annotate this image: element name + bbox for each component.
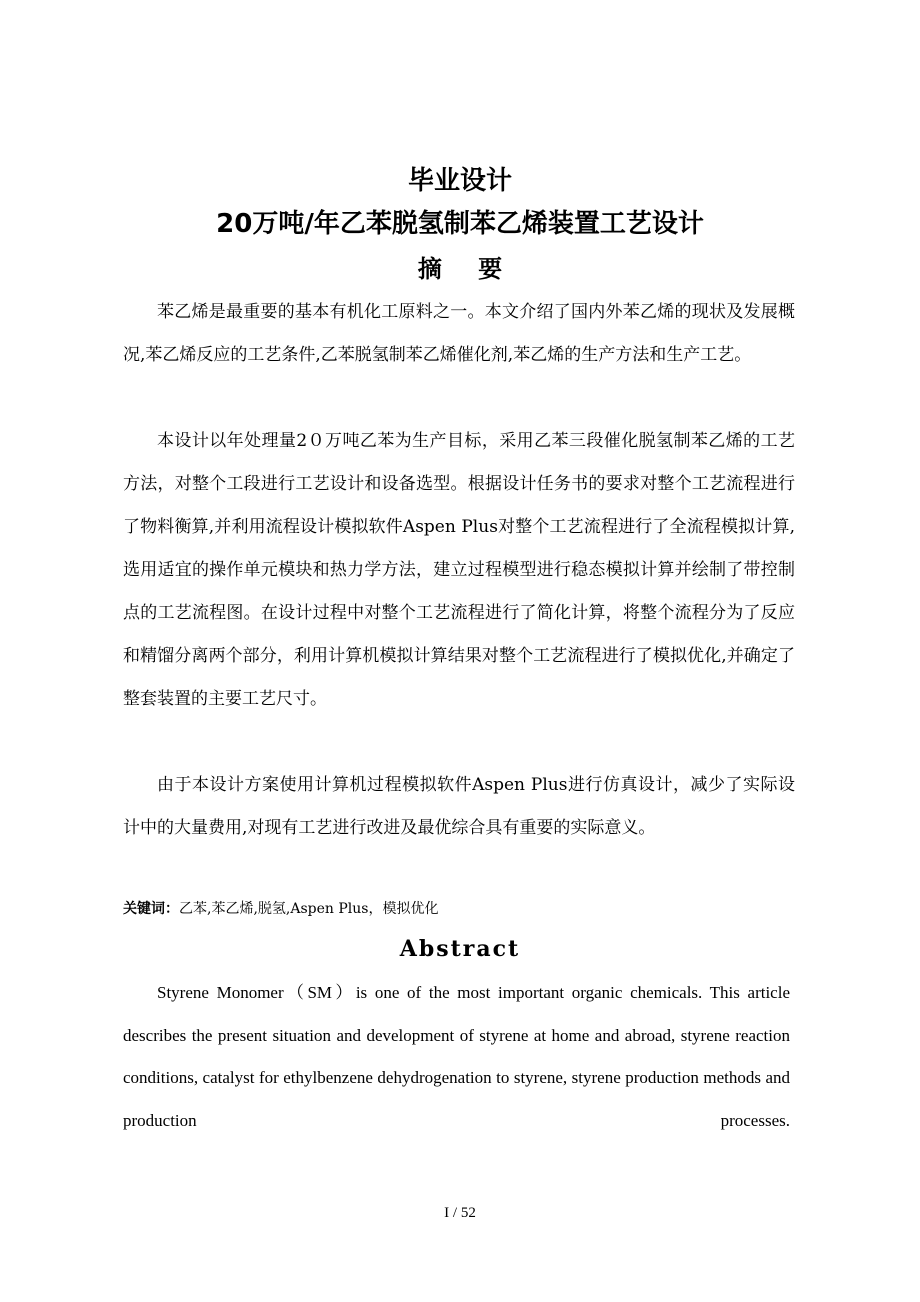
- keywords-label: 关键词：: [123, 901, 179, 917]
- keywords-text: 乙苯,苯乙烯,脱氢,Aspen Plus，模拟优化: [179, 901, 439, 917]
- abstract-paragraph-2: 本设计以年处理量2０万吨乙苯为生产目标，采用乙苯三段催化脱氢制苯乙烯的工艺方法，对整个工段进行工艺设计和设备选型。根据设计任务书的要求对整个工艺流程进行了物料衡算,并利用流程设计模拟软件Aspen Plus对整个工艺流程进行了全流程模拟计算,选用适宜的操作单元模块和热力学方法，建立过程模型进行稳态模拟计算并绘制了带控制点的工艺流程图。在设计过程中对整个工艺流程进行了简化计算，将整个流程分为了反应和精馏分离两个部分，利用计算机模拟计算结果对整个工艺流程进行了模拟优化,并确定了整套装置的主要工艺尺寸。: [123, 431, 795, 709]
- abstract-paragraph-en: Styrene Monomer（SM）is one of the most important organic chemicals. This article describes the present situation and development of styrene at home and abroad, styrene reaction conditions, catalyst for ethylbenzene dehydrogenation to styrene, styrene production methods and production processes.: [123, 983, 790, 1130]
- page-number: I / 52: [444, 1205, 476, 1221]
- keywords-line: [123, 898, 795, 920]
- document-subtitle: 20万吨/年乙苯脱氢制苯乙烯装置工艺设计: [216, 209, 704, 239]
- document-title: 毕业设计: [407, 166, 512, 196]
- abstract-heading-en: Abstract: [399, 936, 521, 962]
- abstract-paragraph-3: 由于本设计方案使用计算机过程模拟软件Aspen Plus进行仿真设计，减少了实际设计中的大量费用,对现有工艺进行改进及最优综合具有重要的实际意义。: [123, 775, 795, 838]
- abstract-paragraph-1: 苯乙烯是最重要的基本有机化工原料之一。本文介绍了国内外苯乙烯的现状及发展概况,苯乙烯反应的工艺条件,乙苯脱氢制苯乙烯催化剂,苯乙烯的生产方法和生产工艺。: [123, 302, 795, 365]
- abstract-heading-cn: 摘 要: [417, 255, 517, 283]
